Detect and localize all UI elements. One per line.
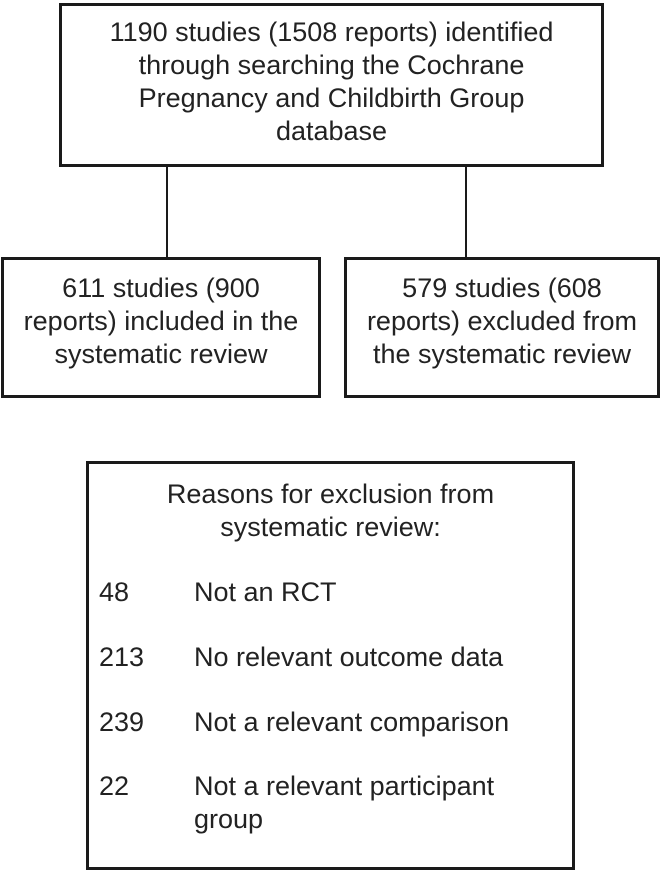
reason-label-line-2: group xyxy=(194,804,264,834)
connector-to-included xyxy=(166,166,168,258)
identified-line-1: 1190 studies (1508 reports) identified xyxy=(109,17,554,47)
reason-count: 48 xyxy=(99,577,130,607)
reasons-title-line-2: systematic review: xyxy=(220,512,441,542)
excluded-line-1: 579 studies (608 xyxy=(402,273,602,303)
connector-to-excluded xyxy=(465,166,467,258)
included-studies-box xyxy=(1,257,321,398)
reason-label: No relevant outcome data xyxy=(194,642,504,672)
excluded-studies-box xyxy=(344,257,660,398)
exclusion-reasons-box xyxy=(86,461,575,870)
identified-studies-box xyxy=(59,3,604,167)
included-line-1: 611 studies (900 xyxy=(62,273,260,303)
reason-label xyxy=(194,770,566,836)
identified-line-4: database xyxy=(275,116,388,146)
reason-count: 213 xyxy=(99,642,145,672)
identified-line-2: through searching the Cochrane xyxy=(138,50,525,80)
identified-line-3: Pregnancy and Childbirth Group xyxy=(138,83,525,113)
reason-label: Not an RCT xyxy=(194,577,337,607)
reason-count: 239 xyxy=(99,707,145,737)
reason-label-line-1: Not a relevant participant xyxy=(194,771,495,801)
included-line-2: reports) included in the xyxy=(23,306,299,336)
excluded-line-3: the systematic review xyxy=(372,339,632,369)
excluded-line-2: reports) excluded from xyxy=(366,306,638,336)
reason-label: Not a relevant comparison xyxy=(194,707,510,737)
reason-count: 22 xyxy=(99,771,130,801)
reasons-title-line-1: Reasons for exclusion from xyxy=(166,479,495,509)
included-line-3: systematic review xyxy=(54,339,268,369)
